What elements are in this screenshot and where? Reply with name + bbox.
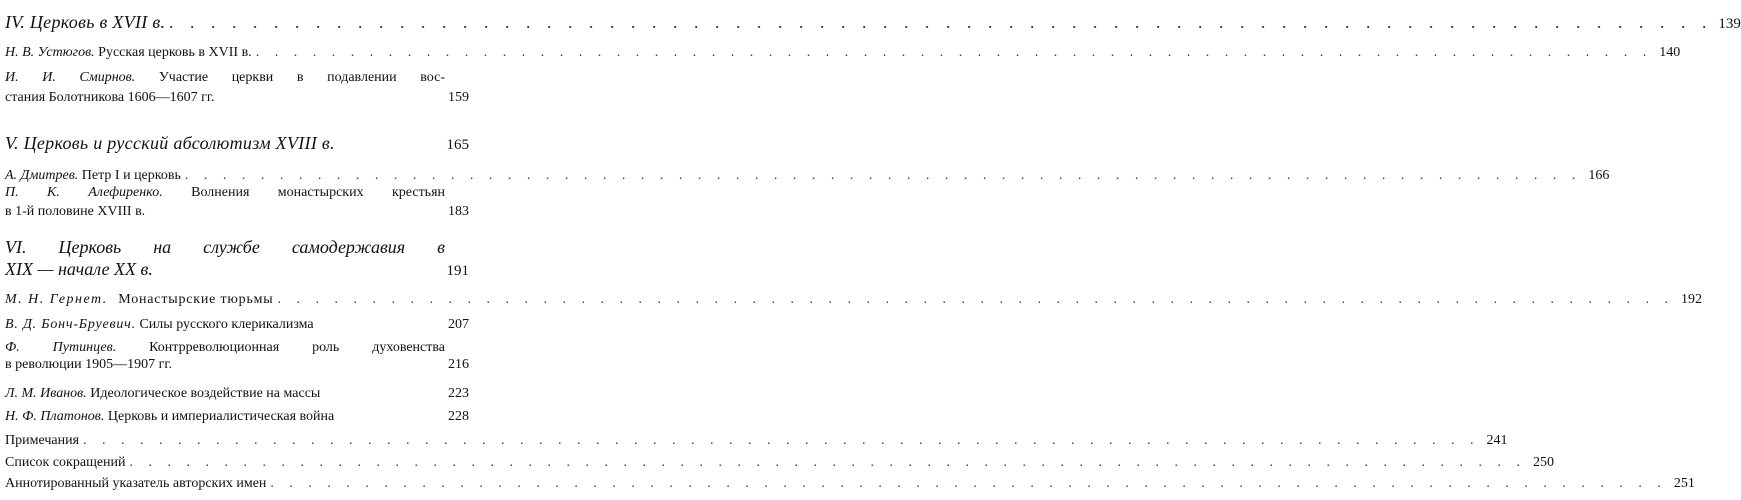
page-number: 159 (448, 90, 469, 105)
heading-text: V. Церковь и русский абсолютизм XVIII в. (5, 133, 335, 153)
entry-title: Церковь и империалистическая война (107, 409, 335, 424)
page-number: 140 (1659, 45, 1681, 60)
entry-title: Волнения монастырских крестьян (191, 185, 446, 200)
dot-leader (270, 476, 1667, 492)
entry-author: Н. Ф. Платонов. (5, 409, 105, 424)
page-number: 192 (1681, 292, 1702, 307)
page-number: 207 (448, 317, 469, 332)
dot-leader (278, 292, 1675, 308)
page-number: 250 (1533, 455, 1555, 470)
page-number: 241 (1486, 433, 1508, 448)
toc-entry (5, 433, 1508, 449)
toc-entry (5, 455, 1555, 471)
entry-title: Контрреволюционная роль духовенства (149, 340, 446, 355)
page-number: 166 (1588, 168, 1610, 183)
entry-author: В. Д. Бонч-Бруевич. (5, 317, 136, 332)
entry-title: Идеологическое воздействие на массы (90, 386, 321, 401)
entry-title-cont: стания Болотникова 1606—1607 гг. (5, 90, 215, 105)
dot-leader (185, 168, 1582, 184)
entry-title: Список сокращений (5, 455, 126, 470)
page-number: 223 (448, 386, 469, 401)
dot-leader (83, 433, 1480, 449)
entry-author: Н. В. Устюгов. (5, 45, 95, 60)
entry-title-cont: в революции 1905—1907 гг. (5, 357, 172, 372)
page-number: 251 (1673, 476, 1695, 491)
toc-entry (5, 409, 469, 425)
toc-entry (5, 292, 1702, 308)
dot-leader (169, 12, 1713, 32)
entry-author: Л. М. Иванов. (5, 386, 87, 401)
page-number: 139 (1718, 16, 1741, 32)
page-number: 216 (448, 357, 469, 372)
page-number: 191 (446, 263, 469, 279)
page-number: 165 (446, 137, 469, 153)
dot-leader (130, 455, 1527, 471)
heading-text: VI. Церковь на службе самодержавия в (5, 237, 445, 257)
toc-entry (5, 317, 469, 333)
toc-heading-v (5, 133, 469, 155)
entry-author: И. И. Смирнов. (5, 70, 136, 85)
entry-title: Силы русского клерикализма (139, 317, 314, 332)
entry-title: Петр I и церковь (81, 168, 181, 183)
entry-title: Аннотированный указатель авторских имен (5, 476, 267, 491)
toc-entry (5, 476, 1695, 492)
entry-author: Ф. Путинцев. (5, 340, 117, 355)
page-number: 183 (448, 204, 469, 219)
toc-entry (5, 45, 1681, 61)
toc-entry (5, 386, 469, 402)
entry-title-cont: в 1-й половине XVIII в. (5, 204, 146, 219)
entry-title: Монастырские тюрьмы (118, 292, 274, 307)
entry-author: М. Н. Гернет. (5, 292, 108, 307)
toc-entry (5, 340, 469, 373)
entry-title: Русская церковь в XVII в. (98, 45, 252, 60)
entry-author: П. К. Алефиренко. (5, 185, 163, 200)
entry-title: Участие церкви в подавлении вос- (158, 70, 446, 85)
toc-heading-vi (5, 237, 469, 282)
heading-text: IV. Церковь в XVII в. (5, 12, 166, 32)
entry-title: Примечания (5, 433, 80, 448)
dot-leader (256, 45, 1653, 61)
toc-entry (5, 168, 1610, 184)
toc-heading-iv (5, 12, 1741, 34)
page-number: 228 (448, 409, 469, 424)
entry-author: А. Дмитрев. (5, 168, 79, 183)
toc-entry (5, 185, 469, 220)
heading-text-cont: XIX — начале XX в. (5, 259, 153, 279)
toc-entry (5, 70, 469, 106)
